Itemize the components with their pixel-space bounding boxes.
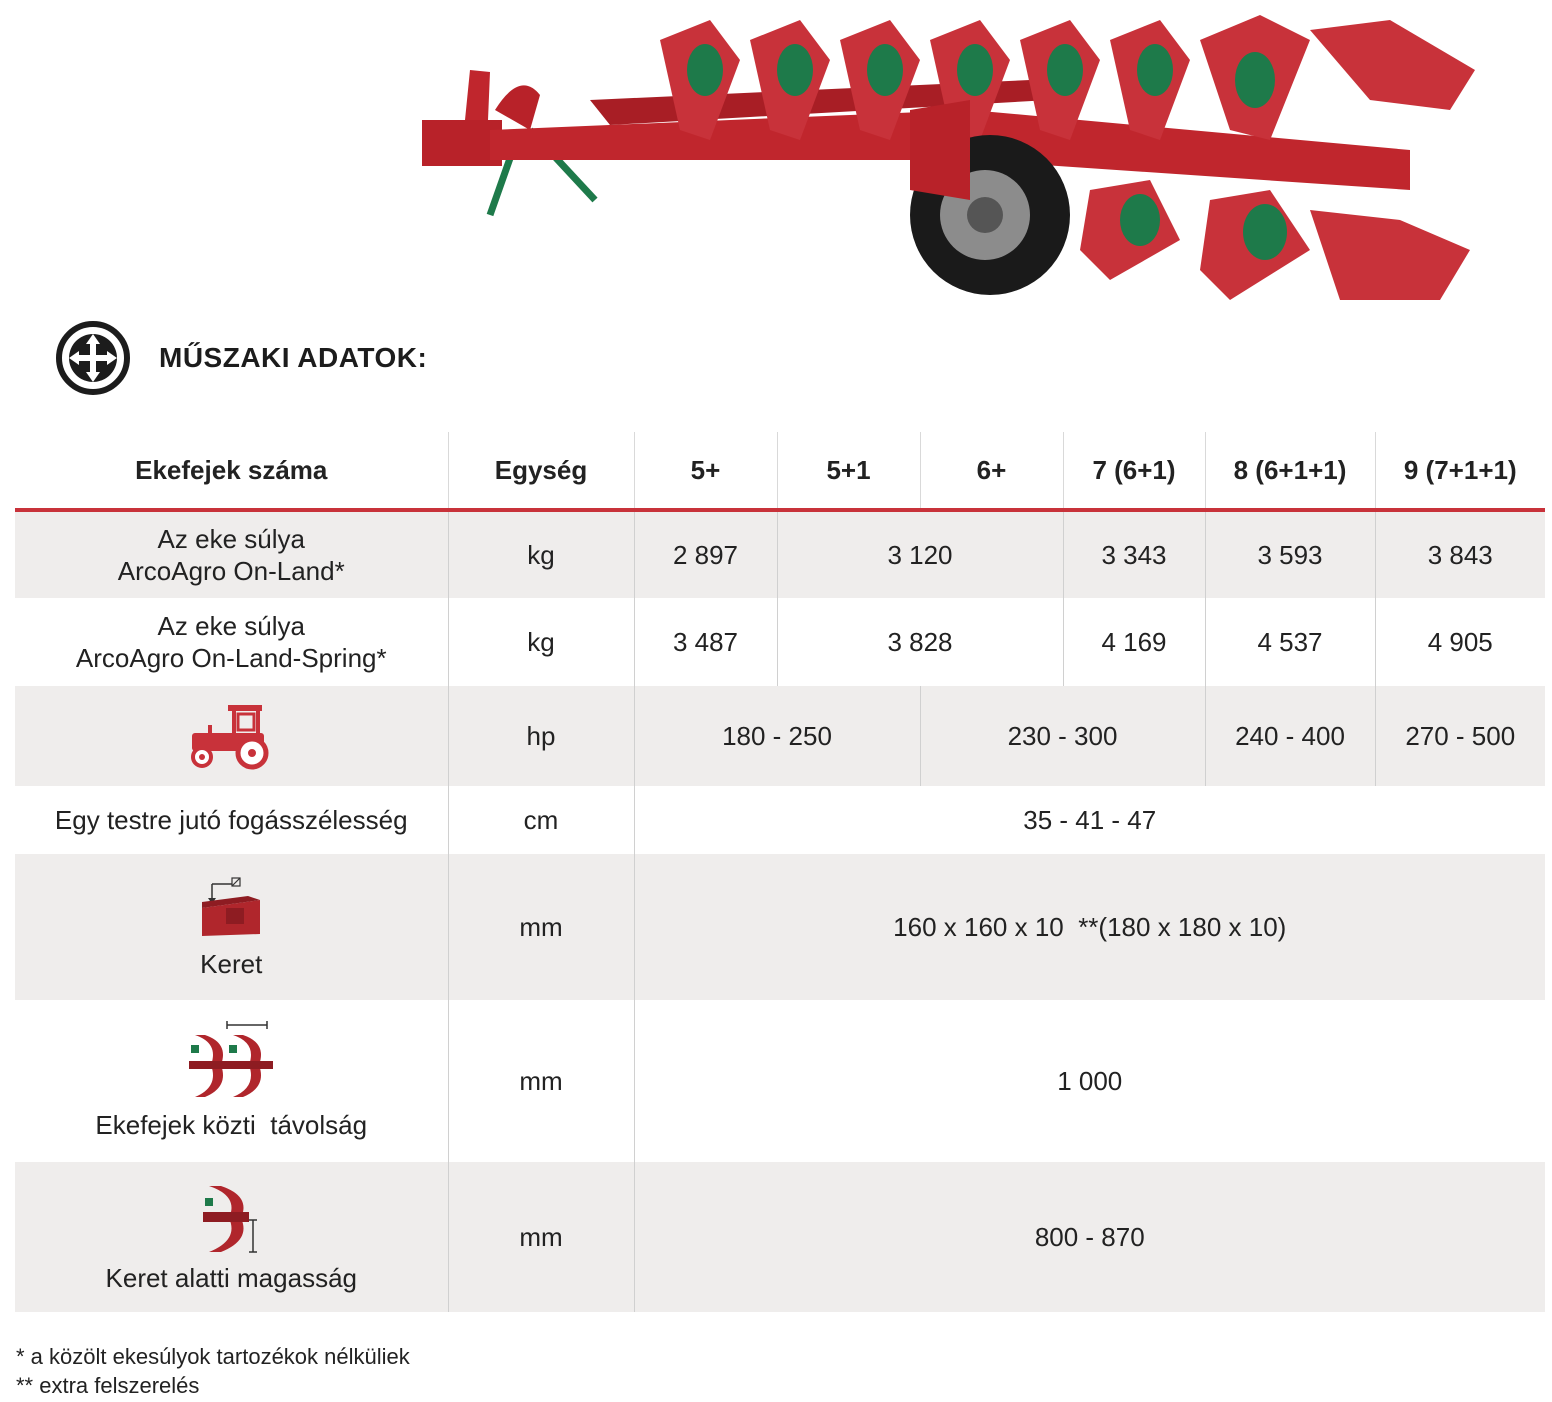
value-cell: 3 120 <box>777 510 1063 598</box>
section-title: MŰSZAKI ADATOK: <box>159 342 428 373</box>
row-label-text: Keret <box>200 949 263 979</box>
value-cell: 800 - 870 <box>634 1162 1545 1312</box>
footnote: ** extra felszerelés <box>16 1373 200 1398</box>
unit-cell: mm <box>448 854 634 1000</box>
row-label <box>15 854 448 1000</box>
value-cell: 230 - 300 <box>920 686 1205 786</box>
row-label: Egy testre jutó fogásszélesség <box>15 786 448 854</box>
footnote: * a közölt ekesúlyok tartozékok nélküliek <box>16 1344 410 1369</box>
row-label <box>15 510 448 598</box>
table-row <box>15 686 1545 786</box>
row-label-line: ArcoAgro On-Land* <box>117 556 345 586</box>
value-cell: 180 - 250 <box>634 686 920 786</box>
specs-table <box>15 432 1545 1312</box>
unit-cell: mm <box>448 1000 634 1162</box>
unit-cell: kg <box>448 510 634 598</box>
unit-cell: cm <box>448 786 634 854</box>
row-label <box>15 598 448 686</box>
table-row <box>15 510 1545 598</box>
value-cell: 1 000 <box>634 1000 1545 1162</box>
frame-profile-icon <box>198 874 264 942</box>
value-cell: 3 828 <box>777 598 1063 686</box>
value-cell: 4 905 <box>1375 598 1545 686</box>
unit-cell: kg <box>448 598 634 686</box>
row-label-line: ArcoAgro On-Land-Spring* <box>75 643 387 673</box>
row-label-line: Az eke súlya <box>157 524 305 554</box>
table-row <box>15 1162 1545 1312</box>
value-cell: 35 - 41 - 47 <box>634 786 1545 854</box>
value-cell: 270 - 500 <box>1375 686 1545 786</box>
table-row <box>15 786 1545 854</box>
header-cell: 9 (7+1+1) <box>1375 432 1545 510</box>
header-cell: 7 (6+1) <box>1063 432 1205 510</box>
table-row <box>15 1000 1545 1162</box>
header-cell: Ekefejek száma <box>15 432 448 510</box>
header-cell: 5+ <box>634 432 777 510</box>
value-cell: 240 - 400 <box>1205 686 1375 786</box>
value-cell: 160 x 160 x 10 **(180 x 180 x 10) <box>634 854 1545 1000</box>
value-cell: 3 593 <box>1205 510 1375 598</box>
unit-cell: hp <box>448 686 634 786</box>
header-cell: Egység <box>448 432 634 510</box>
body-spacing-icon <box>189 1021 273 1103</box>
value-cell: 3 487 <box>634 598 777 686</box>
row-label <box>15 686 448 786</box>
tractor-icon <box>188 701 274 771</box>
header-cell: 5+1 <box>777 432 920 510</box>
row-label <box>15 1000 448 1162</box>
table-row <box>15 598 1545 686</box>
value-cell: 4 169 <box>1063 598 1205 686</box>
header-cell: 8 (6+1+1) <box>1205 432 1375 510</box>
footnotes <box>16 1342 410 1400</box>
section-heading <box>55 320 427 396</box>
row-label-line: Az eke súlya <box>157 611 305 641</box>
row-label <box>15 1162 448 1312</box>
unit-cell: mm <box>448 1162 634 1312</box>
row-label-text: Keret alatti magasság <box>105 1263 357 1293</box>
value-cell: 2 897 <box>634 510 777 598</box>
header-cell: 6+ <box>920 432 1063 510</box>
value-cell: 4 537 <box>1205 598 1375 686</box>
table-header-row <box>15 432 1545 510</box>
plough-illustration <box>410 0 1490 330</box>
value-cell: 3 343 <box>1063 510 1205 598</box>
four-way-arrows-icon <box>55 320 131 396</box>
value-cell: 3 843 <box>1375 510 1545 598</box>
table-row <box>15 854 1545 1000</box>
row-label-text: Ekefejek közti távolság <box>95 1110 368 1140</box>
frame-clearance-icon <box>203 1180 259 1256</box>
